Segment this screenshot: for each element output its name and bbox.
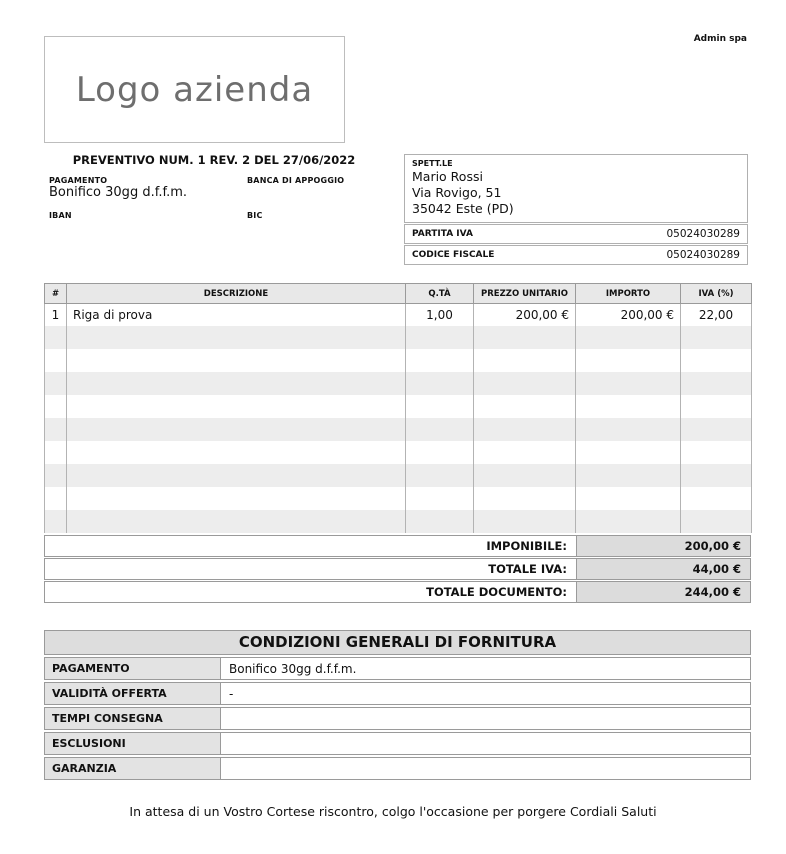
codice-fiscale-value: 05024030289 — [666, 249, 740, 261]
condition-value — [221, 733, 750, 754]
iban-value — [49, 220, 247, 237]
empty-row — [45, 349, 752, 372]
customer-address-box — [404, 154, 748, 223]
condition-value — [221, 758, 750, 779]
condition-row — [44, 732, 751, 755]
company-name: Admin spa — [693, 34, 747, 44]
items-column-header: IVA (%) — [681, 284, 752, 304]
condition-row — [44, 682, 751, 705]
condition-label: PAGAMENTO — [45, 658, 221, 679]
total-label: TOTALE DOCUMENTO: — [426, 585, 567, 599]
total-row — [44, 558, 751, 580]
items-column-header: PREZZO UNITARIO — [474, 284, 576, 304]
total-value: 244,00 € — [576, 582, 750, 602]
total-value: 200,00 € — [576, 536, 750, 556]
empty-row — [45, 326, 752, 349]
items-table — [44, 283, 752, 533]
field-bic — [247, 211, 379, 237]
condition-row — [44, 757, 751, 780]
items-column-header: DESCRIZIONE — [67, 284, 406, 304]
items-column-header: # — [45, 284, 67, 304]
closing-remark: In attesa di un Vostro Cortese riscontro, colgo l'occasione per porgere Cordiali Saluti — [129, 804, 657, 819]
customer-city: 35042 Este (PD) — [412, 201, 514, 216]
empty-row — [45, 464, 752, 487]
items-section — [44, 283, 751, 533]
total-row — [44, 581, 751, 603]
condition-label: VALIDITÀ OFFERTA — [45, 683, 221, 704]
total-row — [44, 535, 751, 557]
condition-row — [44, 657, 751, 680]
banca-value — [247, 185, 379, 202]
empty-row — [45, 372, 752, 395]
document-title: PREVENTIVO NUM. 1 REV. 2 DEL 27/06/2022 — [72, 153, 356, 167]
empty-row — [45, 510, 752, 533]
partita-iva-row — [404, 224, 748, 244]
condition-row — [44, 707, 751, 730]
partita-iva-label: PARTITA IVA — [412, 229, 473, 239]
empty-row — [45, 441, 752, 464]
item-cell-prezzo_unitario: 200,00 € — [474, 304, 576, 326]
customer-box — [404, 154, 748, 265]
item-cell-iva: 22,00 — [681, 304, 752, 326]
bic-value — [247, 220, 379, 237]
company-logo — [44, 36, 345, 143]
total-value: 44,00 € — [576, 559, 750, 579]
iban-label: IBAN — [49, 211, 72, 220]
codice-fiscale-label: CODICE FISCALE — [412, 250, 495, 260]
totals-section — [44, 535, 751, 604]
condition-value: - — [229, 686, 234, 701]
conditions-section — [44, 630, 751, 782]
total-label: TOTALE IVA: — [488, 562, 567, 576]
total-label: IMPONIBILE: — [486, 539, 567, 553]
empty-row — [45, 395, 752, 418]
conditions-title: CONDIZIONI GENERALI DI FORNITURA — [44, 630, 751, 655]
item-cell-num: 1 — [45, 304, 67, 326]
item-cell-qta: 1,00 — [406, 304, 474, 326]
condition-label: ESCLUSIONI — [45, 733, 221, 754]
codice-fiscale-row — [404, 245, 748, 265]
condition-label: GARANZIA — [45, 758, 221, 779]
field-iban — [49, 211, 247, 237]
condition-label: TEMPI CONSEGNA — [45, 708, 221, 729]
condition-value: Bonifico 30gg d.f.f.m. — [229, 661, 357, 676]
banca-label: BANCA DI APPOGGIO — [247, 176, 345, 185]
partita-iva-value: 05024030289 — [666, 228, 740, 240]
pagamento-value: Bonifico 30gg d.f.f.m. — [49, 185, 188, 200]
items-table-header-row — [45, 284, 752, 304]
item-cell-importo: 200,00 € — [576, 304, 681, 326]
condition-value — [221, 708, 750, 729]
field-banca-di-appoggio — [247, 176, 379, 202]
item-row — [45, 304, 752, 326]
bic-label: BIC — [247, 211, 263, 220]
conditions-rows — [44, 657, 751, 780]
field-pagamento — [49, 176, 247, 202]
logo-placeholder-text: Logo azienda — [75, 69, 314, 110]
items-column-header: IMPORTO — [576, 284, 681, 304]
customer-address: Via Rovigo, 51 — [412, 185, 502, 200]
empty-row — [45, 418, 752, 441]
items-column-header: Q.TÀ — [406, 284, 474, 304]
document-header-left — [49, 153, 379, 237]
payment-info-grid — [49, 176, 379, 237]
empty-row — [45, 487, 752, 510]
customer-name: Mario Rossi — [412, 169, 483, 184]
item-cell-descrizione: Riga di prova — [67, 304, 406, 326]
pagamento-label: PAGAMENTO — [49, 176, 108, 185]
spettle-label: SPETT.LE — [412, 159, 453, 168]
